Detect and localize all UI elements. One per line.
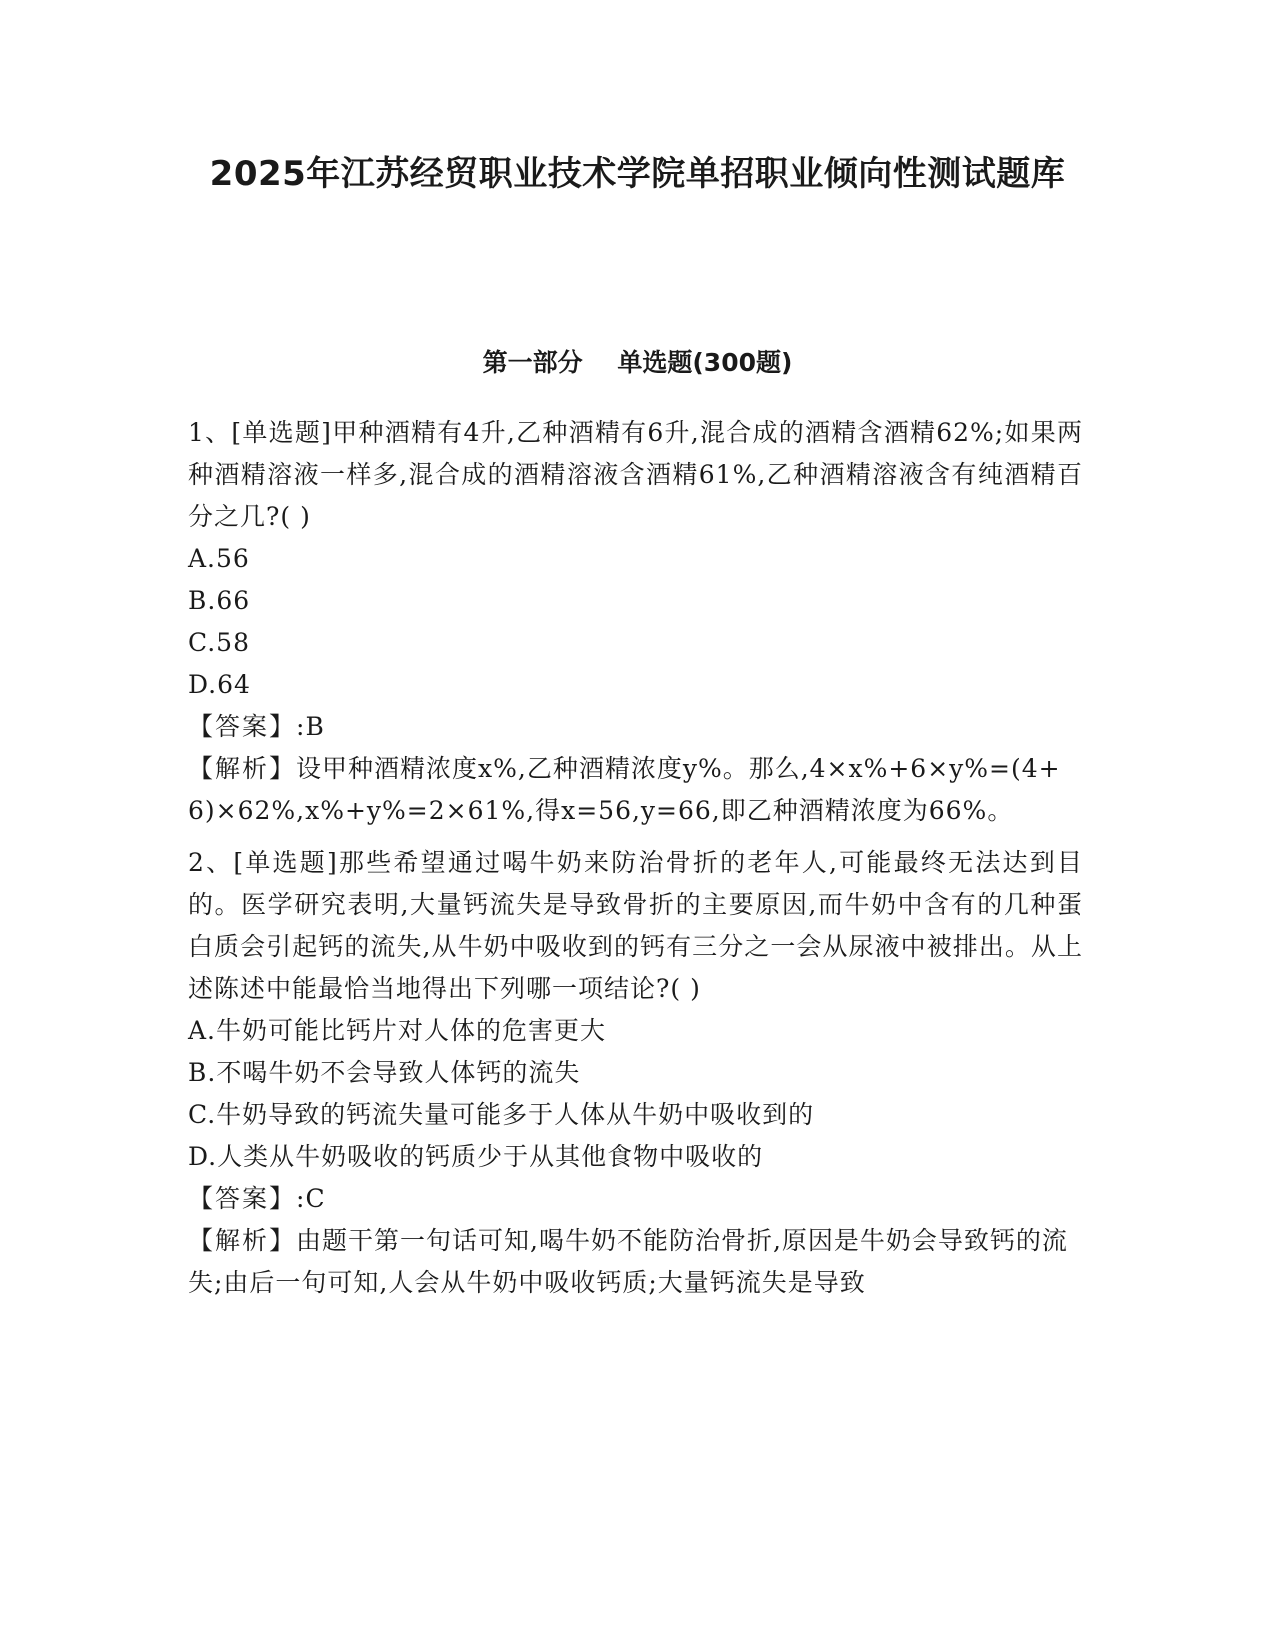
option-d: D.人类从牛奶吸收的钙质少于从其他食物中吸收的 [188, 1142, 764, 1171]
option-d: D.64 [188, 670, 251, 699]
option-c: C.牛奶导致的钙流失量可能多于人体从牛奶中吸收到的 [188, 1100, 815, 1129]
section-title: 第一部分 单选题(300题) [482, 348, 793, 377]
analysis-text: 由题干第一句话可知,喝牛奶不能防治骨折,原因是牛奶会导致钙的流失;由后一句可知,人会从牛奶中吸收钙质;大量钙流失是导致 [188, 1226, 1068, 1297]
answer-value: :B [296, 712, 325, 741]
question-item [188, 842, 1083, 1304]
answer-label: 【答案】 [188, 1184, 297, 1213]
option-b: B.不喝牛奶不会导致人体钙的流失 [188, 1058, 581, 1087]
question-stem: 2、[单选题]那些希望通过喝牛奶来防治骨折的老年人,可能最终无法达到目的。医学研究表明,大量钙流失是导致骨折的主要原因,而牛奶中含有的几种蛋白质会引起钙的流失,从牛奶中吸收到的钙有三分之一会从尿液中被排出。从上述陈述中能最恰当地得出下列哪一项结论?( ) [188, 848, 1083, 1003]
question-item [188, 412, 1083, 832]
question-list [188, 412, 1083, 1304]
option-a: A.牛奶可能比钙片对人体的危害更大 [188, 1016, 607, 1045]
question-stem: 1、[单选题]甲种酒精有4升,乙种酒精有6升,混合成的酒精含酒精62%;如果两种酒精溶液一样多,混合成的酒精溶液含酒精61%,乙种酒精溶液含有纯酒精百分之几?( ) [188, 418, 1083, 531]
analysis-text: 设甲种酒精浓度x%,乙种酒精浓度y%。那么,4×x%+6×y%=(4+6)×62%,x%+y%=2×61%,得x=56,y=66,即乙种酒精浓度为66%。 [188, 754, 1061, 825]
answer-line [188, 1178, 1083, 1220]
analysis-label: 【解析】 [188, 754, 297, 783]
analysis-paragraph [188, 1220, 1083, 1304]
analysis-label: 【解析】 [188, 1226, 297, 1255]
answer-value: :C [296, 1184, 326, 1213]
option-a: A.56 [188, 544, 250, 573]
answer-line [188, 706, 1083, 748]
option-c: C.58 [188, 628, 250, 657]
analysis-paragraph [188, 748, 1083, 832]
answer-label: 【答案】 [188, 712, 297, 741]
option-b: B.66 [188, 586, 251, 615]
document-title: 2025年江苏经贸职业技术学院单招职业倾向性测试题库 [209, 154, 1066, 194]
